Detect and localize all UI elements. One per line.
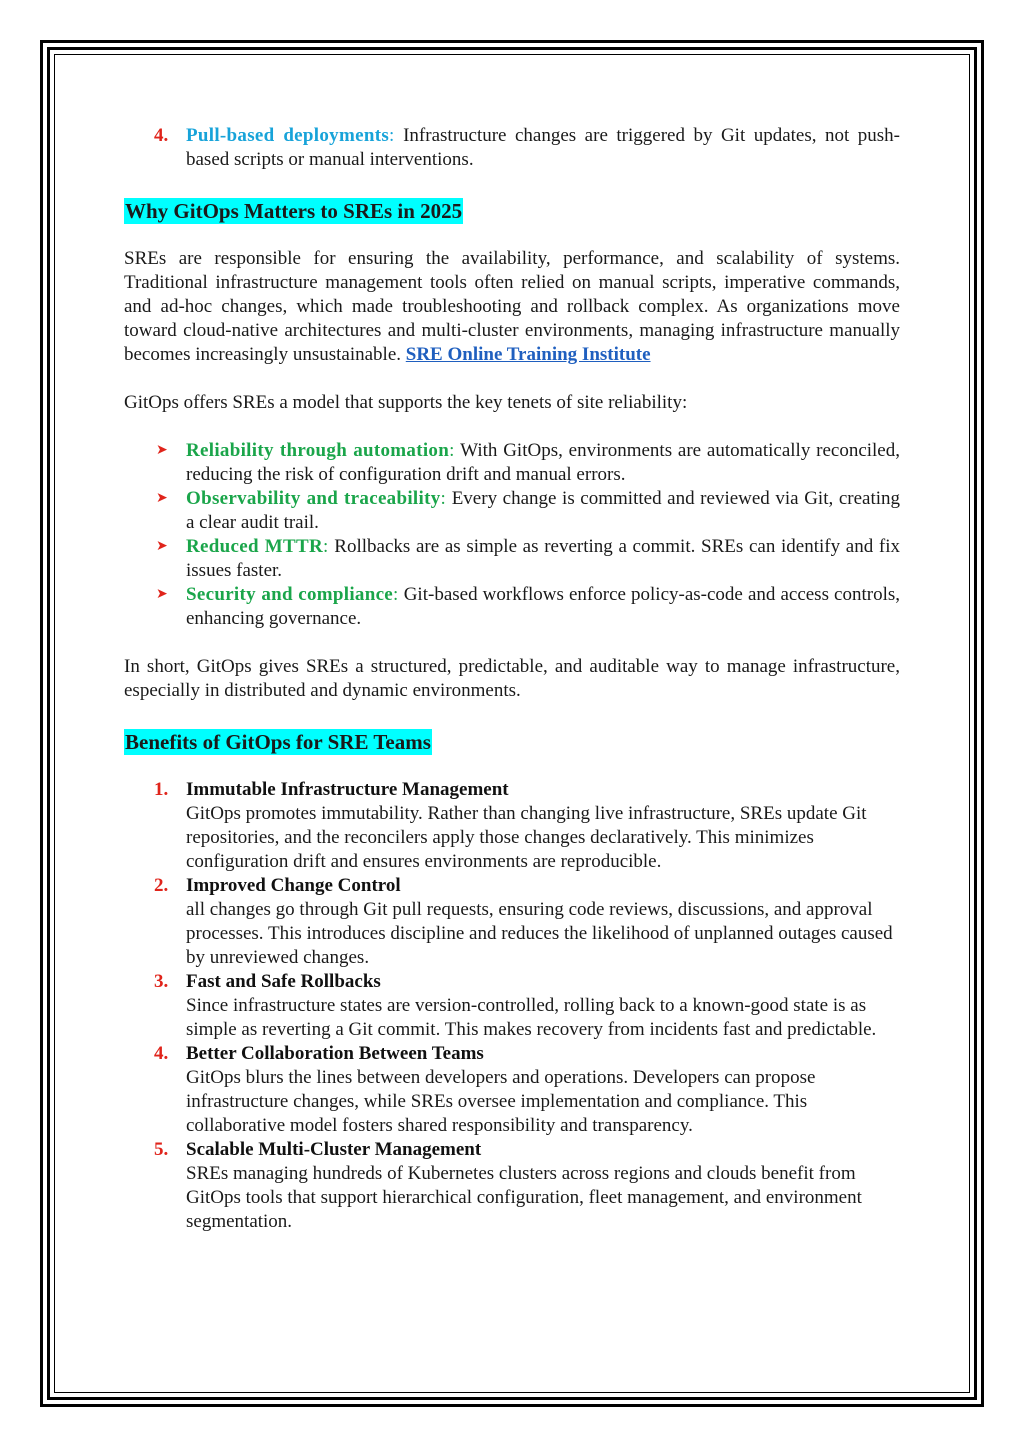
sre-training-link[interactable]: SRE Online Training Institute: [405, 344, 651, 365]
list-number: 1.: [154, 779, 169, 800]
list-term: Pull-based deployments: [186, 125, 390, 146]
list-number: 3.: [154, 971, 169, 992]
bullet-text: Every change is committed and reviewed via Git, creating a clear audit trail.: [186, 488, 900, 533]
bullet-item-mttr: [124, 535, 900, 583]
bullet-item-reliability: [124, 439, 900, 487]
bullet-term: Observability and traceability: [186, 488, 441, 509]
benefit-item-collaboration: [124, 1042, 900, 1138]
bullet-term-sep: :: [449, 440, 455, 461]
list-number: 4.: [154, 1043, 169, 1064]
bullet-text: Git-based workflows enforce policy-as-code and access controls, enhancing governance.: [186, 584, 901, 629]
bullet-item-observability: [124, 487, 900, 535]
paragraph-sre-responsibilities: SREs are responsible for ensuring the availability, performance, and scalability of systems. Traditional infrastructure management tools often relied on manual scripts, imperative commands, and ad-hoc changes, which made troubleshooting and rollback complex. As organizations move toward cloud-native architectures and multi-cluster environments, managing infrastructure manually becomes increasingly unsustainable. SRE Online Training Institute: [124, 248, 900, 365]
section-heading-benefits: Benefits of GitOps for SRE Teams: [125, 730, 431, 754]
benefit-title: Immutable Infrastructure Management: [186, 779, 509, 800]
bullet-term: Security and compliance: [186, 584, 394, 605]
benefit-text: GitOps blurs the lines between developers and operations. Developers can propose infrastructure changes, while SREs oversee implementation and compliance. This collaborative model fosters shared responsibility and transparency.: [186, 1067, 816, 1136]
bullet-term: Reduced MTTR: [186, 536, 324, 557]
benefit-item-rollbacks: [124, 970, 900, 1042]
benefit-title: Improved Change Control: [186, 875, 401, 896]
list-number: 4.: [154, 125, 169, 146]
bullet-term: Reliability through automation: [186, 440, 450, 461]
list-text: Infrastructure changes are triggered by Git updates, not push-based scripts or manual interventions.: [186, 125, 901, 170]
benefit-text: SREs managing hundreds of Kubernetes clusters across regions and clouds benefit from GitOps tools that support hierarchical configuration, fleet management, and environment segmentation.: [186, 1163, 862, 1232]
benefit-text: Since infrastructure states are version-controlled, rolling back to a known-good state is as simple as reverting a Git commit. This makes recovery from incidents fast and predictable.: [186, 995, 877, 1040]
benefit-title: Fast and Safe Rollbacks: [186, 971, 381, 992]
benefit-item-immutable: [124, 778, 900, 874]
benefit-title: Better Collaboration Between Teams: [186, 1043, 484, 1064]
list-number: 2.: [154, 875, 169, 896]
benefit-item-multi-cluster: [124, 1138, 900, 1234]
bullet-term-sep: :: [323, 536, 329, 557]
document-body: [124, 124, 900, 1234]
arrow-bullet-icon: ➤: [156, 491, 168, 506]
list-item-pull-based: [124, 124, 900, 172]
benefit-text: GitOps promotes immutability. Rather than changing live infrastructure, SREs update Git repositories, and the reconcilers apply those changes declaratively. This minimizes configuration drift and ensures environments are reproducible.: [186, 803, 867, 872]
list-number: 5.: [154, 1139, 169, 1160]
bullet-list: [124, 439, 900, 631]
bullet-text: With GitOps, environments are automatically reconciled, reducing the risk of configuration drift and manual errors.: [186, 440, 900, 485]
section-heading-why-gitops: Why GitOps Matters to SREs in 2025: [125, 199, 463, 223]
list-term-sep: :: [389, 125, 395, 146]
bullet-text: Rollbacks are as simple as reverting a commit. SREs can identify and fix issues faster.: [186, 536, 900, 581]
arrow-bullet-icon: ➤: [156, 539, 168, 554]
bullet-item-security: [124, 583, 900, 631]
paragraph-gitops-intro: GitOps offers SREs a model that supports the key tenets of site reliability:: [124, 392, 688, 413]
arrow-bullet-icon: ➤: [156, 587, 168, 602]
benefits-list: [124, 778, 900, 1234]
bullet-term-sep: :: [440, 488, 447, 509]
arrow-bullet-icon: ➤: [156, 443, 168, 458]
paragraph-summary: In short, GitOps gives SREs a structured, predictable, and auditable way to manage infrastructure, especially in distributed and dynamic environments.: [124, 656, 900, 701]
benefit-title: Scalable Multi-Cluster Management: [186, 1139, 482, 1160]
bullet-term-sep: :: [393, 584, 399, 605]
benefit-text: all changes go through Git pull requests, ensuring code reviews, discussions, and approval processes. This introduces discipline and reduces the likelihood of unplanned outages caused by unreviewed changes.: [186, 899, 893, 968]
benefit-item-change-control: [124, 874, 900, 970]
